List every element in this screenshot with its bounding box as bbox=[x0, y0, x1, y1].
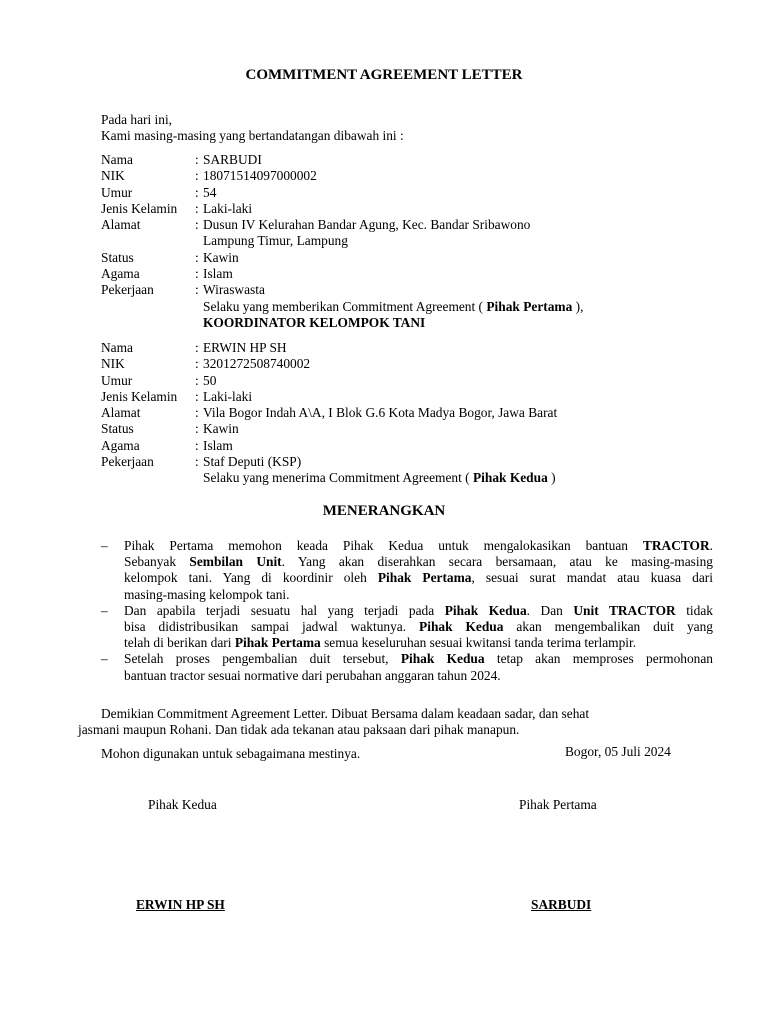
field-row: Jenis Kelamin : Laki-laki bbox=[101, 388, 253, 404]
field-label: Pekerjaan bbox=[101, 454, 154, 470]
field-label: Nama bbox=[101, 340, 133, 355]
dash-bullet: – bbox=[101, 602, 108, 618]
closing-paragraph: Demikian Commitment Agreement Letter. Dibuat Bersama dalam keadaan sadar, dan sehat jasmani maupun Rohani. Dan tidak ada tekanan atau paksaan dari pihak manapun. bbox=[78, 706, 590, 738]
field-value-umur: 54 bbox=[203, 184, 217, 200]
party-role: Selaku yang memberikan Commitment Agreement ( Pihak Pertama ), bbox=[203, 298, 584, 314]
field-label: Status bbox=[101, 421, 134, 437]
dash-bullet: – bbox=[101, 538, 108, 553]
field-row: Agama : Islam bbox=[101, 266, 233, 282]
field-row: Pekerjaan : Wiraswasta bbox=[101, 282, 265, 298]
field-value-agama: Islam bbox=[203, 437, 233, 453]
list-item: – Setelah proses pengembalian duit tersebut, Pihak Kedua tetap akan memproses permohonan bantuan tractor sesuai normative dari perubahan anggaran tahun 2024. bbox=[101, 651, 713, 683]
field-value-jenis-kelamin: Laki-laki bbox=[203, 388, 253, 404]
field-row: Status : Kawin bbox=[101, 421, 239, 437]
place-date: Bogor, 05 Juli 2024 bbox=[565, 744, 671, 759]
party-pertama-details bbox=[101, 152, 583, 331]
party-position: KOORDINATOR KELOMPOK TANI bbox=[203, 314, 426, 330]
list-item: – Pihak Pertama memohon keada Pihak Kedua untuk mengalokasikan bantuan TRACTOR. Sebanyak Sembilan Unit. Yang akan diserahkan secara bersamaan, atau ke masing-masing kelompok tani. Yang di koordinir oleh Pihak Pertama, sesuai surat mandat atau kuasa dari masing-masing kelompok tani. bbox=[101, 538, 713, 602]
party-kedua-details bbox=[101, 340, 557, 487]
field-row: Status : Kawin bbox=[101, 249, 239, 265]
field-value-agama: Islam bbox=[203, 266, 233, 282]
field-row: Agama : Islam bbox=[101, 437, 233, 453]
field-row: Alamat : Vila Bogor Indah A\A, I Blok G.6 Kota Madya Bogor, Jawa Barat bbox=[101, 405, 558, 421]
intro-line: Kami masing-masing yang bertandatangan dibawah ini : bbox=[101, 128, 404, 144]
signature-name-left: ERWIN HP SH bbox=[136, 897, 225, 912]
field-value-pekerjaan: Wiraswasta bbox=[203, 282, 265, 298]
field-row: Nama : SARBUDI bbox=[101, 152, 262, 167]
field-label: Jenis Kelamin bbox=[101, 200, 178, 216]
field-value-alamat: Dusun IV Kelurahan Bandar Agung, Kec. Bandar Sribawono bbox=[203, 217, 531, 233]
field-value-status: Kawin bbox=[203, 421, 239, 437]
list-item: – Dan apabila terjadi sesuatu hal yang terjadi pada Pihak Kedua. Dan Unit TRACTOR tidak bisa didistribusikan sampai jadwal waktunya. Pihak Kedua akan mengembalikan duit yang telah di berikan dari Pihak Pertama semua keseluruhan sesuai kwitansi tanda terima terlampir. bbox=[101, 602, 714, 651]
field-label: NIK bbox=[101, 356, 125, 372]
signature-name-right: SARBUDI bbox=[531, 897, 592, 912]
field-row: Jenis Kelamin : Laki-laki bbox=[101, 200, 253, 216]
field-value-status: Kawin bbox=[203, 249, 239, 265]
dash-bullet: – bbox=[101, 651, 108, 667]
field-value-jenis-kelamin: Laki-laki bbox=[203, 200, 253, 216]
field-label: NIK bbox=[101, 168, 125, 184]
field-row: Alamat : Dusun IV Kelurahan Bandar Agung, Kec. Bandar Sribawono bbox=[101, 217, 531, 233]
field-value-umur: 50 bbox=[203, 372, 217, 388]
field-row: Umur : 50 bbox=[101, 372, 217, 388]
field-value-nik: 18071514097000002 bbox=[203, 168, 317, 184]
signature-label-right: Pihak Pertama bbox=[519, 797, 597, 812]
bullet-list bbox=[101, 538, 713, 684]
field-label: Agama bbox=[101, 437, 140, 453]
field-value-alamat-cont: Lampung Timur, Lampung bbox=[203, 233, 348, 249]
field-row: NIK : 18071514097000002 bbox=[101, 168, 317, 184]
field-value-nama: ERWIN HP SH bbox=[203, 340, 287, 355]
field-label: Agama bbox=[101, 266, 140, 282]
field-row: Umur : 54 bbox=[101, 184, 217, 200]
letter-title: COMMITMENT AGREEMENT LETTER bbox=[245, 67, 523, 83]
signature-label-left: Pihak Kedua bbox=[148, 797, 217, 812]
field-label: Status bbox=[101, 249, 134, 265]
intro-line: Pada hari ini, bbox=[101, 112, 173, 127]
field-label: Alamat bbox=[101, 405, 141, 421]
field-label: Pekerjaan bbox=[101, 282, 154, 298]
field-value-nama: SARBUDI bbox=[203, 152, 262, 167]
field-row: Nama : ERWIN HP SH bbox=[101, 340, 287, 355]
field-label: Umur bbox=[101, 372, 133, 388]
field-row: NIK : 3201272508740002 bbox=[101, 356, 311, 372]
field-row: Pekerjaan : Staf Deputi (KSP) bbox=[101, 454, 302, 470]
intro bbox=[101, 112, 404, 145]
field-label: Nama bbox=[101, 152, 133, 167]
field-value-nik: 3201272508740002 bbox=[203, 356, 311, 372]
section-heading: MENERANGKAN bbox=[322, 503, 446, 519]
party-role: Selaku yang menerima Commitment Agreement ( Pihak Kedua ) bbox=[203, 470, 556, 486]
field-label: Jenis Kelamin bbox=[101, 388, 178, 404]
field-value-alamat: Vila Bogor Indah A\A, I Blok G.6 Kota Madya Bogor, Jawa Barat bbox=[203, 405, 558, 421]
field-label: Alamat bbox=[101, 217, 141, 233]
closing-note: Mohon digunakan untuk sebagaimana mestinya. bbox=[101, 746, 361, 761]
field-label: Umur bbox=[101, 184, 133, 200]
field-value-pekerjaan: Staf Deputi (KSP) bbox=[203, 454, 302, 470]
